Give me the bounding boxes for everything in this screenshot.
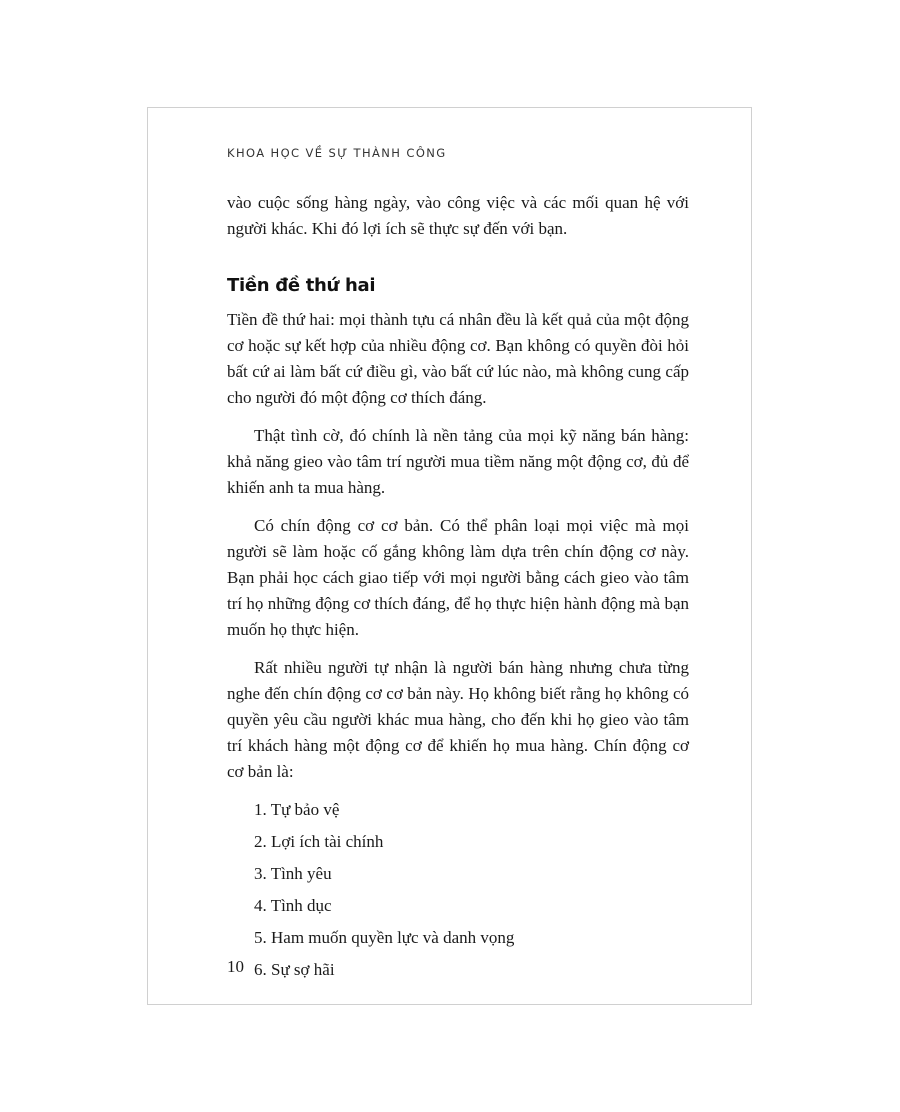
section-heading: Tiền đề thứ hai (227, 275, 376, 296)
paragraph-3: Có chín động cơ cơ bản. Có thể phân loại mọi việc mà mọi người sẽ làm hoặc cố gắng không làm dựa trên chín động cơ này. Bạn phải học cách giao tiếp với mọi người bằng cách gieo vào tâm trí họ những động cơ thích đáng, để họ thực hiện hành động mà bạn muốn họ thực hiện. (227, 516, 689, 639)
paragraph-1: Tiền đề thứ hai: mọi thành tựu cá nhân đều là kết quả của một động cơ hoặc sự kết hợp của nhiều động cơ. Bạn không có quyền đòi hỏi bất cứ ai làm bất cứ điều gì, vào bất cứ lúc nào, mà không cung cấp cho người đó một động cơ thích đáng. (227, 310, 689, 407)
paragraph-2: Thật tình cờ, đó chính là nền tảng của mọi kỹ năng bán hàng: khả năng gieo vào tâm trí người mua tiềm năng một động cơ, đủ để khiến anh ta mua hàng. (227, 426, 689, 497)
list-item: 4. Tình dục (254, 896, 332, 915)
list-item: 5. Ham muốn quyền lực và danh vọng (254, 928, 515, 947)
page-body (227, 190, 689, 989)
list-item: 1. Tự bảo vệ (254, 800, 340, 819)
paragraph-4: Rất nhiều người tự nhận là người bán hàng nhưng chưa từng nghe đến chín động cơ cơ bản này. Họ không biết rằng họ không có quyền yêu cầu người khác mua hàng, cho đến khi họ gieo vào tâm trí khách hàng một động cơ để khiến họ mua hàng. Chín động cơ cơ bản là: (227, 658, 689, 781)
list-item: 2. Lợi ích tài chính (254, 832, 384, 851)
list-item: 3. Tình yêu (254, 864, 332, 883)
page-number: 10 (227, 957, 244, 976)
list-item: 6. Sự sợ hãi (254, 960, 335, 979)
paragraph-continued: vào cuộc sống hàng ngày, vào công việc và các mối quan hệ với người khác. Khi đó lợi ích sẽ thực sự đến với bạn. (227, 193, 689, 238)
running-header: KHOA HỌC VỀ SỰ THÀNH CÔNG (227, 146, 447, 160)
motive-list (227, 797, 689, 983)
